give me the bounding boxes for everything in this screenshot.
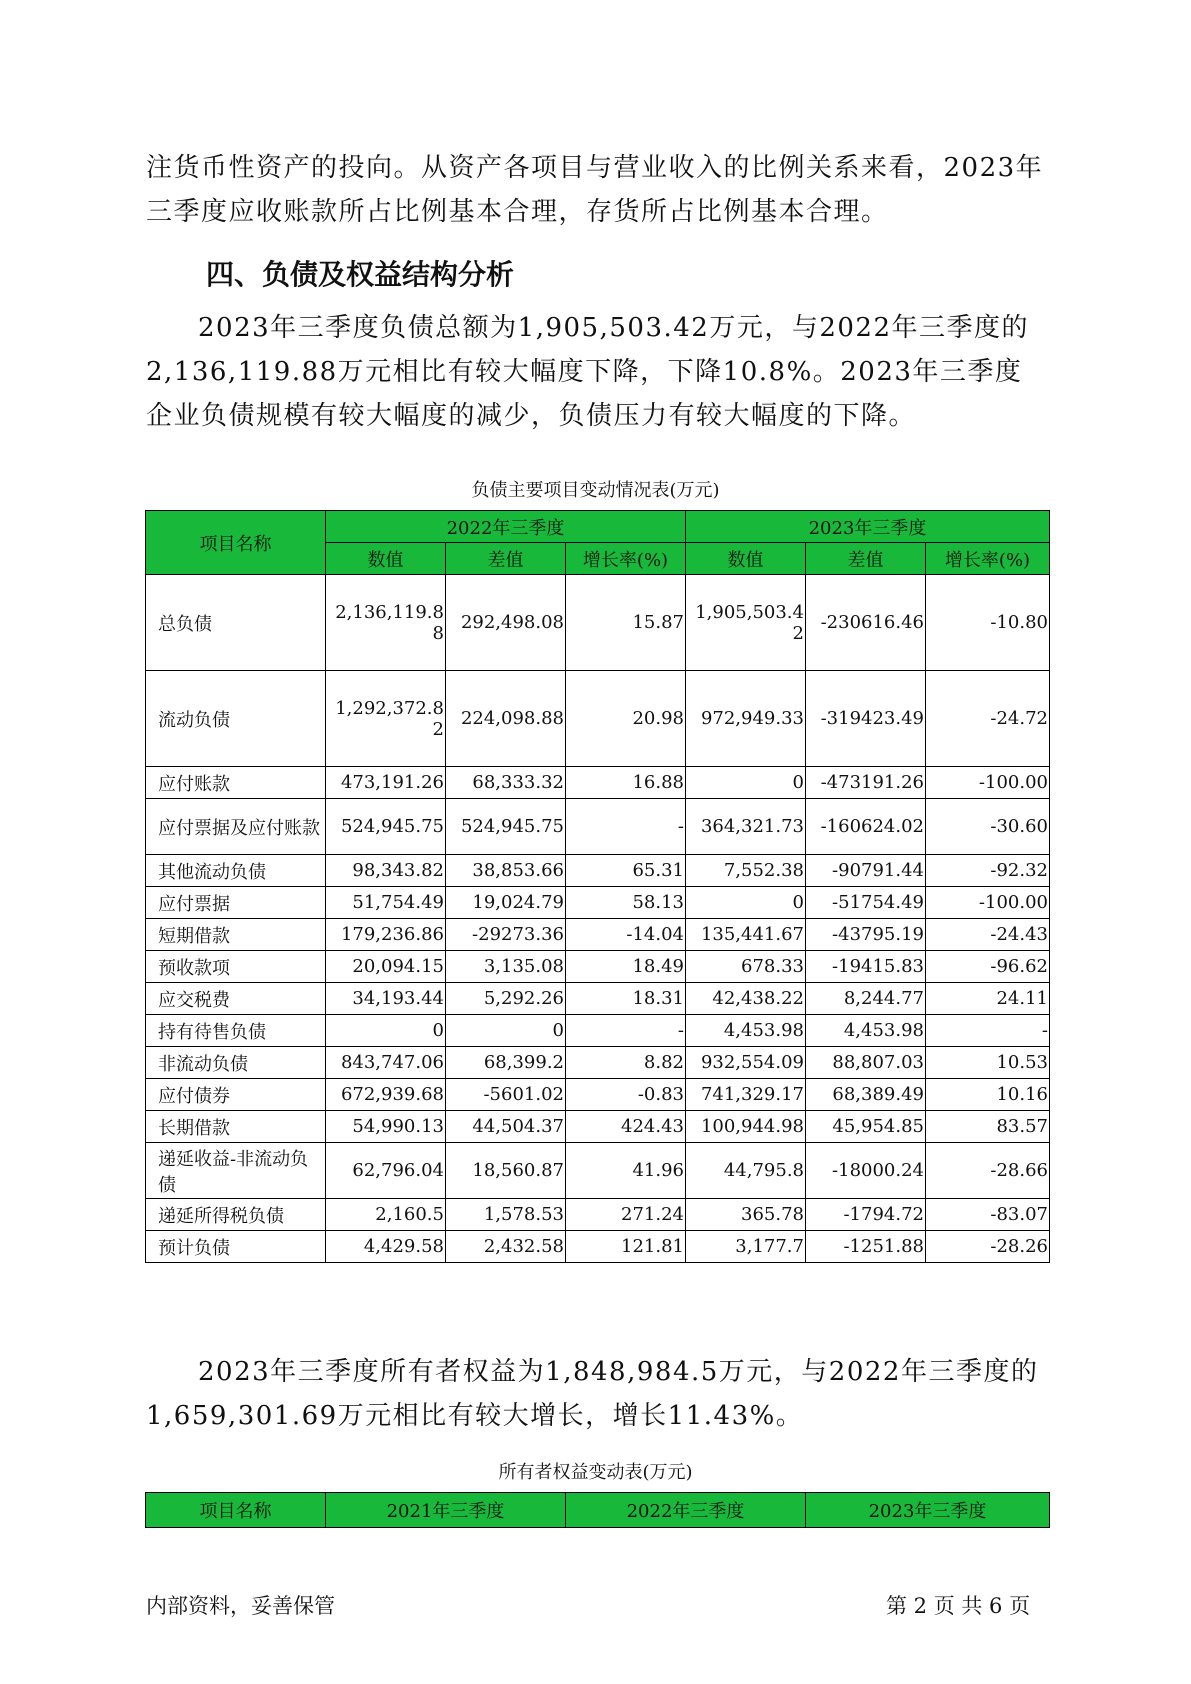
cell-v1: 34,193.44 <box>326 983 446 1015</box>
table-row <box>146 887 1050 919</box>
row-item-name: 应付账款 <box>146 767 326 799</box>
cell-g1: 271.24 <box>566 1199 686 1231</box>
table-row <box>146 855 1050 887</box>
cell-v2: 7,552.38 <box>686 855 806 887</box>
row-item-name: 总负债 <box>146 575 326 671</box>
liability-paragraph: 2023年三季度负债总额为1,905,503.42万元，与2022年三季度的2,136,119.88万元相比有较大幅度下降，下降10.8%。2023年三季度企业负债规模有较大幅度的减少，负债压力有较大幅度的下降。 <box>146 313 1030 431</box>
cell-v2: 0 <box>686 887 806 919</box>
cell-d2: 45,954.85 <box>806 1111 926 1143</box>
cell-g1: 41.96 <box>566 1143 686 1199</box>
cell-v1: 179,236.86 <box>326 919 446 951</box>
cell-v1: 2,136,119.88 <box>326 575 446 671</box>
cell-g2: -100.00 <box>926 767 1050 799</box>
cell-g1: 15.87 <box>566 575 686 671</box>
table-row <box>146 799 1050 855</box>
cell-g1: 20.98 <box>566 671 686 767</box>
cell-v2: 44,795.8 <box>686 1143 806 1199</box>
table-row <box>146 1143 1050 1199</box>
cell-v2: 932,554.09 <box>686 1047 806 1079</box>
cell-d2: -160624.02 <box>806 799 926 855</box>
table-row <box>146 983 1050 1015</box>
cell-v1: 473,191.26 <box>326 767 446 799</box>
cell-g2: 10.53 <box>926 1047 1050 1079</box>
table-row <box>146 1015 1050 1047</box>
liability-table-caption: 负债主要项目变动情况表(万元) <box>471 480 720 501</box>
table-row <box>146 951 1050 983</box>
cell-d1: 1,578.53 <box>446 1199 566 1231</box>
cell-d1: 18,560.87 <box>446 1143 566 1199</box>
cell-g1: 18.31 <box>566 983 686 1015</box>
cell-d1: 68,399.2 <box>446 1047 566 1079</box>
cell-v2: 0 <box>686 767 806 799</box>
table-row <box>146 671 1050 767</box>
liability-table <box>145 510 1050 1263</box>
cell-d2: -18000.24 <box>806 1143 926 1199</box>
cell-v2: 135,441.67 <box>686 919 806 951</box>
header-item-name: 项目名称 <box>146 511 326 575</box>
cell-g1: -14.04 <box>566 919 686 951</box>
cell-g2: - <box>926 1015 1050 1047</box>
header-period-2023: 2023年三季度 <box>686 511 1050 543</box>
cell-v1: 4,429.58 <box>326 1231 446 1263</box>
table-row <box>146 1231 1050 1263</box>
cell-v2: 3,177.7 <box>686 1231 806 1263</box>
row-item-name: 预计负债 <box>146 1231 326 1263</box>
cell-g1: - <box>566 799 686 855</box>
footer-confidential-note: 内部资料，妥善保管 <box>146 1594 335 1618</box>
cell-v2: 100,944.98 <box>686 1111 806 1143</box>
cell-g2: -24.72 <box>926 671 1050 767</box>
row-item-name: 非流动负债 <box>146 1047 326 1079</box>
cell-g2: 10.16 <box>926 1079 1050 1111</box>
row-item-name: 递延收益-非流动负债 <box>146 1143 326 1199</box>
cell-v1: 524,945.75 <box>326 799 446 855</box>
equity-paragraph: 2023年三季度所有者权益为1,848,984.5万元，与2022年三季度的1,659,301.69万元相比有较大增长，增长11.43%。 <box>146 1357 1039 1431</box>
cell-d1: 5,292.26 <box>446 983 566 1015</box>
cell-v1: 98,343.82 <box>326 855 446 887</box>
cell-g1: -0.83 <box>566 1079 686 1111</box>
cell-v2: 678.33 <box>686 951 806 983</box>
cell-d2: 68,389.49 <box>806 1079 926 1111</box>
cell-d2: -51754.49 <box>806 887 926 919</box>
cell-d1: 68,333.32 <box>446 767 566 799</box>
cell-g2: -83.07 <box>926 1199 1050 1231</box>
cell-g2: 24.11 <box>926 983 1050 1015</box>
cell-d1: 292,498.08 <box>446 575 566 671</box>
row-item-name: 流动负债 <box>146 671 326 767</box>
header-period-2022: 2022年三季度 <box>326 511 686 543</box>
cell-g1: 8.82 <box>566 1047 686 1079</box>
cell-g1: - <box>566 1015 686 1047</box>
table-row <box>146 1047 1050 1079</box>
cell-v1: 843,747.06 <box>326 1047 446 1079</box>
cell-g2: 83.57 <box>926 1111 1050 1143</box>
cell-v1: 672,939.68 <box>326 1079 446 1111</box>
liability-table-body <box>146 575 1050 1263</box>
row-item-name: 应付票据 <box>146 887 326 919</box>
cell-v1: 2,160.5 <box>326 1199 446 1231</box>
row-item-name: 其他流动负债 <box>146 855 326 887</box>
cell-v1: 51,754.49 <box>326 887 446 919</box>
cell-g1: 18.49 <box>566 951 686 983</box>
cell-v1: 0 <box>326 1015 446 1047</box>
table-row <box>146 1079 1050 1111</box>
cell-d1: -29273.36 <box>446 919 566 951</box>
cell-d1: 0 <box>446 1015 566 1047</box>
cell-d2: -43795.19 <box>806 919 926 951</box>
cell-d2: -1251.88 <box>806 1231 926 1263</box>
equity-header-item-name: 项目名称 <box>146 1493 326 1528</box>
cell-v2: 365.78 <box>686 1199 806 1231</box>
footer-page-number: 第 2 页 共 6 页 <box>886 1594 1031 1618</box>
row-item-name: 预收款项 <box>146 951 326 983</box>
row-item-name: 应付票据及应付账款 <box>146 799 326 855</box>
cell-g1: 16.88 <box>566 767 686 799</box>
cell-g2: -92.32 <box>926 855 1050 887</box>
cell-d1: 38,853.66 <box>446 855 566 887</box>
cell-d2: -90791.44 <box>806 855 926 887</box>
cell-g1: 424.43 <box>566 1111 686 1143</box>
header-value-2022: 数值 <box>326 543 446 575</box>
cell-d2: -230616.46 <box>806 575 926 671</box>
cell-d1: 44,504.37 <box>446 1111 566 1143</box>
cell-d1: 3,135.08 <box>446 951 566 983</box>
cell-g2: -30.60 <box>926 799 1050 855</box>
cell-v1: 1,292,372.82 <box>326 671 446 767</box>
cell-d1: 524,945.75 <box>446 799 566 855</box>
table-row <box>146 767 1050 799</box>
cell-g1: 65.31 <box>566 855 686 887</box>
cell-g2: -28.66 <box>926 1143 1050 1199</box>
header-growth-2023: 增长率(%) <box>926 543 1050 575</box>
row-item-name: 应交税费 <box>146 983 326 1015</box>
header-value-2023: 数值 <box>686 543 806 575</box>
header-diff-2022: 差值 <box>446 543 566 575</box>
cell-v2: 42,438.22 <box>686 983 806 1015</box>
cell-v1: 62,796.04 <box>326 1143 446 1199</box>
row-item-name: 递延所得税负债 <box>146 1199 326 1231</box>
cell-d1: 2,432.58 <box>446 1231 566 1263</box>
cell-g1: 58.13 <box>566 887 686 919</box>
cell-v2: 972,949.33 <box>686 671 806 767</box>
cell-d1: 19,024.79 <box>446 887 566 919</box>
equity-header-2021: 2021年三季度 <box>326 1493 566 1528</box>
cell-g2: -100.00 <box>926 887 1050 919</box>
cell-d2: -319423.49 <box>806 671 926 767</box>
equity-table-caption: 所有者权益变动表(万元) <box>498 1462 693 1483</box>
table-row <box>146 919 1050 951</box>
cell-d2: 8,244.77 <box>806 983 926 1015</box>
row-item-name: 持有待售负债 <box>146 1015 326 1047</box>
row-item-name: 应付债券 <box>146 1079 326 1111</box>
cell-d1: -5601.02 <box>446 1079 566 1111</box>
table-row <box>146 1199 1050 1231</box>
cell-g1: 121.81 <box>566 1231 686 1263</box>
cell-d1: 224,098.88 <box>446 671 566 767</box>
cell-d2: 4,453.98 <box>806 1015 926 1047</box>
cell-g2: -24.43 <box>926 919 1050 951</box>
cell-v2: 741,329.17 <box>686 1079 806 1111</box>
table-row <box>146 575 1050 671</box>
cell-g2: -96.62 <box>926 951 1050 983</box>
cell-v2: 364,321.73 <box>686 799 806 855</box>
header-growth-2022: 增长率(%) <box>566 543 686 575</box>
cell-g2: -28.26 <box>926 1231 1050 1263</box>
equity-table <box>145 1492 1050 1528</box>
table-row <box>146 1111 1050 1143</box>
equity-header-2022: 2022年三季度 <box>566 1493 806 1528</box>
cell-g2: -10.80 <box>926 575 1050 671</box>
cell-d2: -19415.83 <box>806 951 926 983</box>
equity-header-2023: 2023年三季度 <box>806 1493 1050 1528</box>
cell-d2: 88,807.03 <box>806 1047 926 1079</box>
section-heading: 四、负债及权益结构分析 <box>206 258 515 291</box>
row-item-name: 长期借款 <box>146 1111 326 1143</box>
cell-d2: -473191.26 <box>806 767 926 799</box>
intro-paragraph: 注货币性资产的投向。从资产各项目与营业收入的比例关系来看，2023年三季度应收账款所占比例基本合理，存货所占比例基本合理。 <box>146 153 1044 227</box>
cell-v1: 20,094.15 <box>326 951 446 983</box>
cell-v2: 1,905,503.42 <box>686 575 806 671</box>
row-item-name: 短期借款 <box>146 919 326 951</box>
cell-v2: 4,453.98 <box>686 1015 806 1047</box>
header-diff-2023: 差值 <box>806 543 926 575</box>
cell-v1: 54,990.13 <box>326 1111 446 1143</box>
cell-d2: -1794.72 <box>806 1199 926 1231</box>
